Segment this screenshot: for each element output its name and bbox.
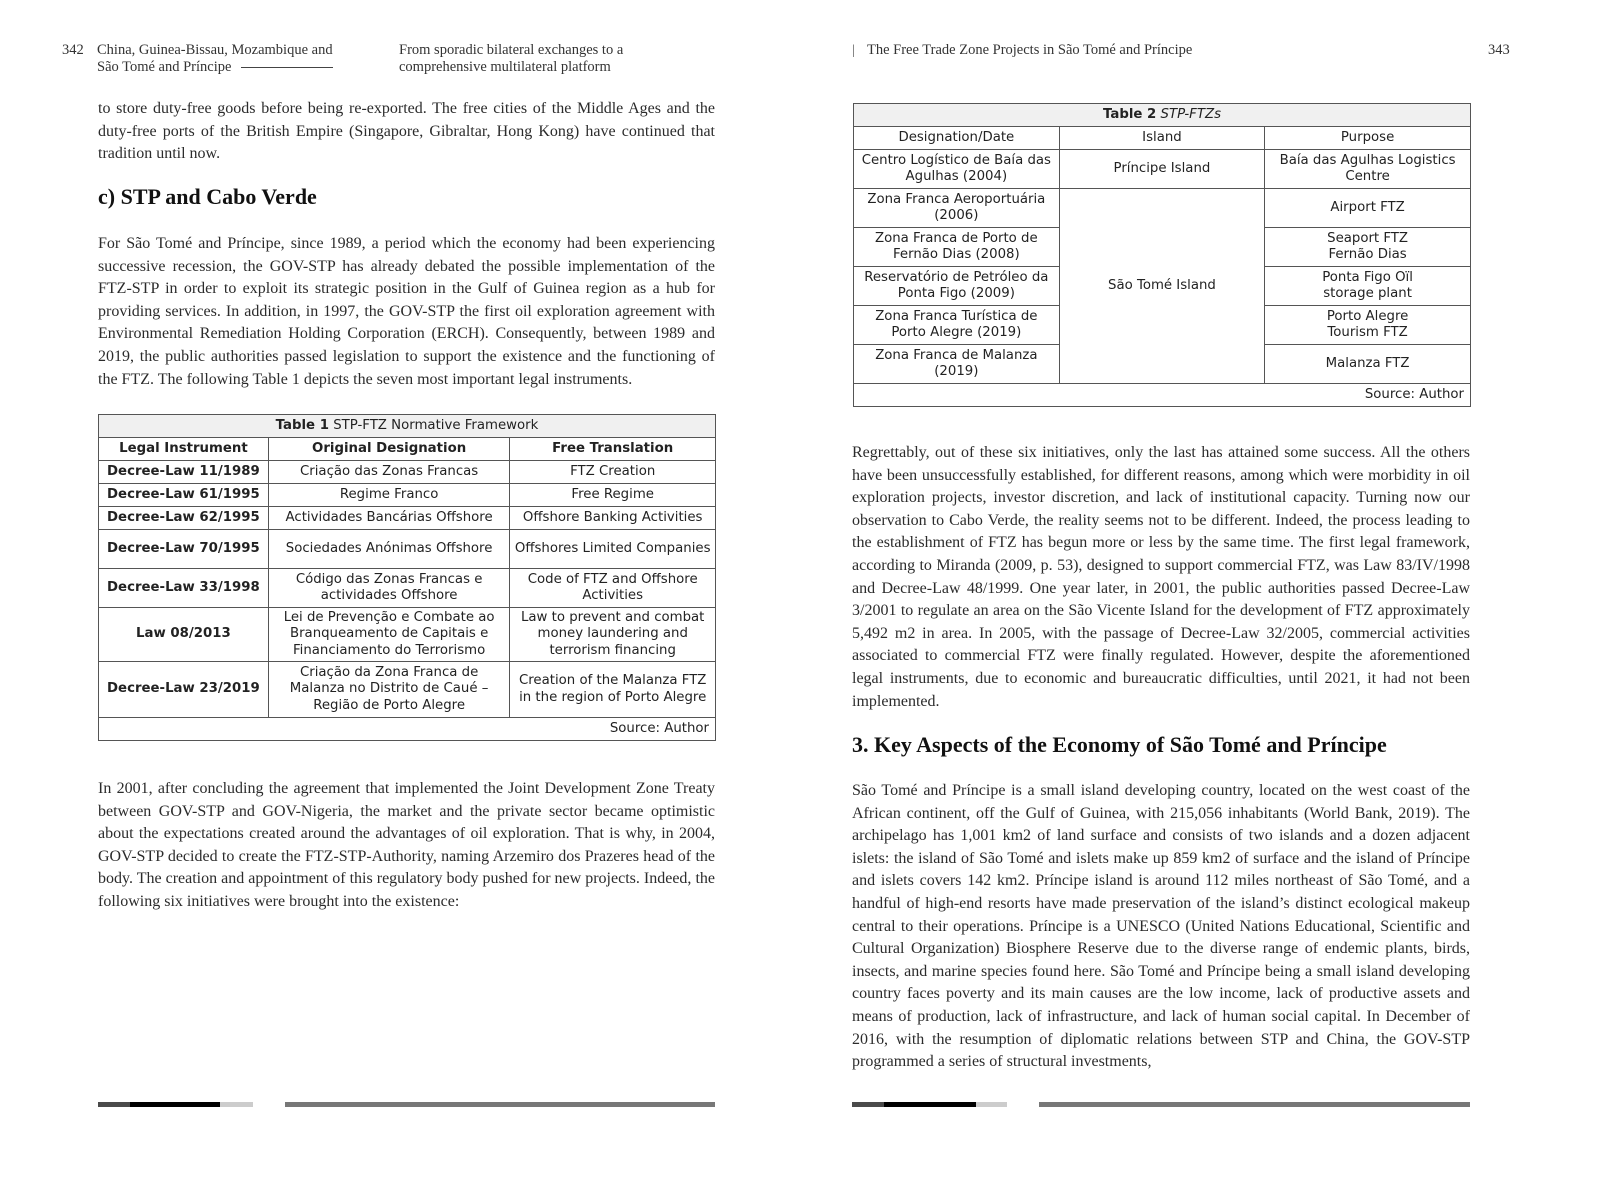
- designation-cell: Zona Franca Turística de Porto Alegre (2019): [854, 306, 1060, 345]
- table-row: [854, 189, 1471, 228]
- table-row: [99, 608, 716, 662]
- column-header: Island: [1059, 127, 1264, 150]
- footer-bar-black: [884, 1102, 976, 1107]
- table-row: [99, 507, 716, 530]
- running-head-book-title: [97, 42, 333, 76]
- legal-instrument-cell: Decree-Law 70/1995: [99, 530, 269, 569]
- original-designation-cell: Sociedades Anónimas Offshore: [268, 530, 510, 569]
- free-translation-cell: Creation of the Malanza FTZ in the region of Porto Alegre: [510, 662, 716, 718]
- designation-cell: Zona Franca de Porto de Fernão Dias (2008): [854, 228, 1060, 267]
- footer-bar-dark: [852, 1102, 884, 1107]
- running-head-separator: |: [852, 43, 855, 58]
- footer-bar-light: [220, 1102, 253, 1107]
- designation-cell: Centro Logístico de Baía das Agulhas (2004): [854, 150, 1060, 189]
- original-designation-cell: Criação das Zonas Francas: [268, 461, 510, 484]
- table-row: [99, 484, 716, 507]
- legal-instrument-cell: Law 08/2013: [99, 608, 269, 662]
- column-header: Purpose: [1265, 127, 1471, 150]
- right-page: [800, 0, 1600, 1200]
- table-2: [853, 103, 1471, 407]
- table-header-row: [99, 438, 716, 461]
- table-row: [99, 662, 716, 718]
- section-heading: 3. Key Aspects of the Economy of São Tomé and Príncipe: [852, 732, 1387, 757]
- page-number: 343: [1488, 42, 1510, 58]
- designation-cell: Zona Franca de Malanza (2019): [854, 345, 1060, 384]
- free-translation-cell: Code of FTZ and Offshore Activities: [510, 569, 716, 608]
- original-designation-cell: Actividades Bancárias Offshore: [268, 507, 510, 530]
- footer-bar-long: [1039, 1102, 1470, 1107]
- paragraph-1: For São Tomé and Príncipe, since 1989, a period which the economy had been experiencing successive recession, the GOV-STP has already debated the possible implementation of the FTZ-STP in order to exploit its strategic position in the Gulf of Guinea region as a hub for providing services. In addition, in 1997, the GOV-STP the first oil exploration agreement with Environmental Remediation Holding Corporation (ERCH). Consequently, between 1989 and 2019, the public authorities passed legislation to support the existence and the functioning of the FTZ. The following Table 1 depicts the seven most important legal instruments.: [98, 235, 715, 388]
- part-title-line1: From sporadic bilateral exchanges to a: [399, 42, 624, 58]
- column-header: Original Designation: [268, 438, 510, 461]
- column-header: Free Translation: [510, 438, 716, 461]
- caption-label: Table 1: [275, 417, 329, 433]
- footer-bar-dark: [98, 1102, 130, 1107]
- table-1: [98, 414, 716, 741]
- designation-cell: Zona Franca Aeroportuária (2006): [854, 189, 1060, 228]
- table-row: [99, 569, 716, 608]
- caption-label: Table 2: [1102, 106, 1157, 122]
- island-cell: Príncipe Island: [1059, 150, 1264, 189]
- table-source-row: [854, 384, 1471, 407]
- original-designation-cell: Lei de Prevenção e Combate ao Branqueamento de Capitais e Financiamento do Terrorismo: [268, 608, 510, 662]
- free-translation-cell: Offshores Limited Companies: [510, 530, 716, 569]
- table-row: [854, 150, 1471, 189]
- table-header-row: [854, 127, 1471, 150]
- footer-bar-black: [130, 1102, 220, 1107]
- table-source: Source: Author: [854, 384, 1471, 407]
- legal-instrument-cell: Decree-Law 62/1995: [99, 507, 269, 530]
- island-cell-merged: São Tomé Island: [1059, 189, 1264, 384]
- purpose-cell: Malanza FTZ: [1265, 345, 1471, 384]
- table-caption-row: [99, 415, 716, 438]
- caption-text: STP-FTZ Normative Framework: [333, 417, 539, 433]
- free-translation-cell: FTZ Creation: [510, 461, 716, 484]
- purpose-cell: Airport FTZ: [1265, 189, 1471, 228]
- running-head-chapter-title: The Free Trade Zone Projects in São Tomé and Príncipe: [867, 42, 1193, 58]
- page-number: 342: [62, 42, 84, 58]
- table-source-row: [99, 718, 716, 741]
- legal-instrument-cell: Decree-Law 61/1995: [99, 484, 269, 507]
- free-translation-cell: Free Regime: [510, 484, 716, 507]
- footer-bar-light: [976, 1102, 1007, 1107]
- part-title-line2: comprehensive multilateral platform: [399, 59, 611, 75]
- book-title-line1: China, Guinea-Bissau, Mozambique and: [97, 42, 333, 58]
- paragraph-1: Regrettably, out of these six initiatives, only the last has attained some success. All the others have been unsuccessfully established, for different reasons, among which were morbidity in oil exploration projects, investor discretion, and lack of institutional capacity. Turning now our observation to Cabo Verde, the reality seems not to be different. Indeed, the process leading to the establishment of FTZ has begun more or less by the same time. The first legal framework, according to Miranda (2009, p. 53), designed to support commercial FTZ, was Law 83/IV/1998 and Decree-Law 48/1999. One year later, in 2001, the public authorities passed Decree-Law 3/2001 to regulate an area on the São Vicente Island for the development of FTZ approximately 5,492 m2 in area. In 2005, with the passage of Decree-Law 32/2005, commercial activities associated to commercial FTZ were finally regulated. However, despite the aforementioned legal instruments, due to economic and bureaucratic difficulties, until 2021, it had not been implemented.: [852, 444, 1470, 710]
- original-designation-cell: Código das Zonas Francas e actividades Offshore: [268, 569, 510, 608]
- free-translation-cell: Offshore Banking Activities: [510, 507, 716, 530]
- designation-cell: Reservatório de Petróleo da Ponta Figo (2009): [854, 267, 1060, 306]
- section-heading: c) STP and Cabo Verde: [98, 184, 317, 209]
- paragraph-intro: to store duty-free goods before being re-exported. The free cities of the Middle Ages and the duty-free ports of the British Empire (Singapore, Gibraltar, Hong Kong) have continued that tradition until now.: [98, 100, 715, 163]
- book-title-line2: São Tomé and Príncipe: [97, 59, 232, 75]
- free-translation-cell: Law to prevent and combat money laundering and terrorism financing: [510, 608, 716, 662]
- table-source: Source: Author: [99, 718, 716, 741]
- running-head-part-title: [399, 42, 623, 76]
- original-designation-cell: Regime Franco: [268, 484, 510, 507]
- purpose-cell: Ponta Figo Oïl storage plant: [1265, 267, 1471, 306]
- paragraph-2: In 2001, after concluding the agreement that implemented the Joint Development Zone Treaty between GOV-STP and GOV-Nigeria, the market and the private sector became optimistic about the expectations created around the advantages of oil exploration. That is why, in 2004, GOV-STP decided to create the FTZ-STP-Authority, naming Arzemiro dos Prazeres head of the body. The creation and appointment of this regulatory body pushed for new projects. Indeed, the following six initiatives were brought into the existence:: [98, 780, 715, 910]
- table-caption: [99, 415, 716, 438]
- table-row: [99, 530, 716, 569]
- table-caption-row: [854, 104, 1471, 127]
- column-header: Designation/Date: [854, 127, 1060, 150]
- legal-instrument-cell: Decree-Law 11/1989: [99, 461, 269, 484]
- column-header: Legal Instrument: [99, 438, 269, 461]
- table-caption: [854, 104, 1471, 127]
- purpose-cell: Porto Alegre Tourism FTZ: [1265, 306, 1471, 345]
- table-row: [99, 461, 716, 484]
- footer-bar-long: [285, 1102, 715, 1107]
- purpose-cell: Seaport FTZ Fernão Dias: [1265, 228, 1471, 267]
- legal-instrument-cell: Decree-Law 23/2019: [99, 662, 269, 718]
- paragraph-2: São Tomé and Príncipe is a small island developing country, located on the west coast of the African continent, off the Gulf of Guinea, with 215,056 inhabitants (World Bank, 2019). The archipelago has 1,001 km2 of land surface and consists of two islands and a dozen adjacent islets: the island of São Tomé and islets make up 859 km2 of surface and the island of Príncipe and islets covers 142 km2. Príncipe island is around 112 miles northeast of São Tomé, and a handful of high-end resorts have made preservation of the island’s distinct ecological makeup central to their operations. Príncipe is a UNESCO (United Nations Educational, Scientific and Cultural Organization) Biosphere Reserve due to the diverse range of endemic plants, birds, insects, and marine species found here. São Tomé and Príncipe being a small island developing country faces poverty and its main causes are the low income, lack of productive assets and means of production, lack of infrastructure, and lack of human social capital. In December of 2016, with the resumption of diplomatic relations between STP and China, the GOV-STP programmed a series of structural investments,: [852, 782, 1470, 1071]
- original-designation-cell: Criação da Zona Franca de Malanza no Distrito de Caué – Região de Porto Alegre: [268, 662, 510, 718]
- purpose-cell: Baía das Agulhas Logistics Centre: [1265, 150, 1471, 189]
- book-title-line2-wrap: [97, 59, 333, 76]
- running-head-rule: [241, 67, 333, 68]
- legal-instrument-cell: Decree-Law 33/1998: [99, 569, 269, 608]
- caption-text: STP-FTZs: [1160, 106, 1221, 122]
